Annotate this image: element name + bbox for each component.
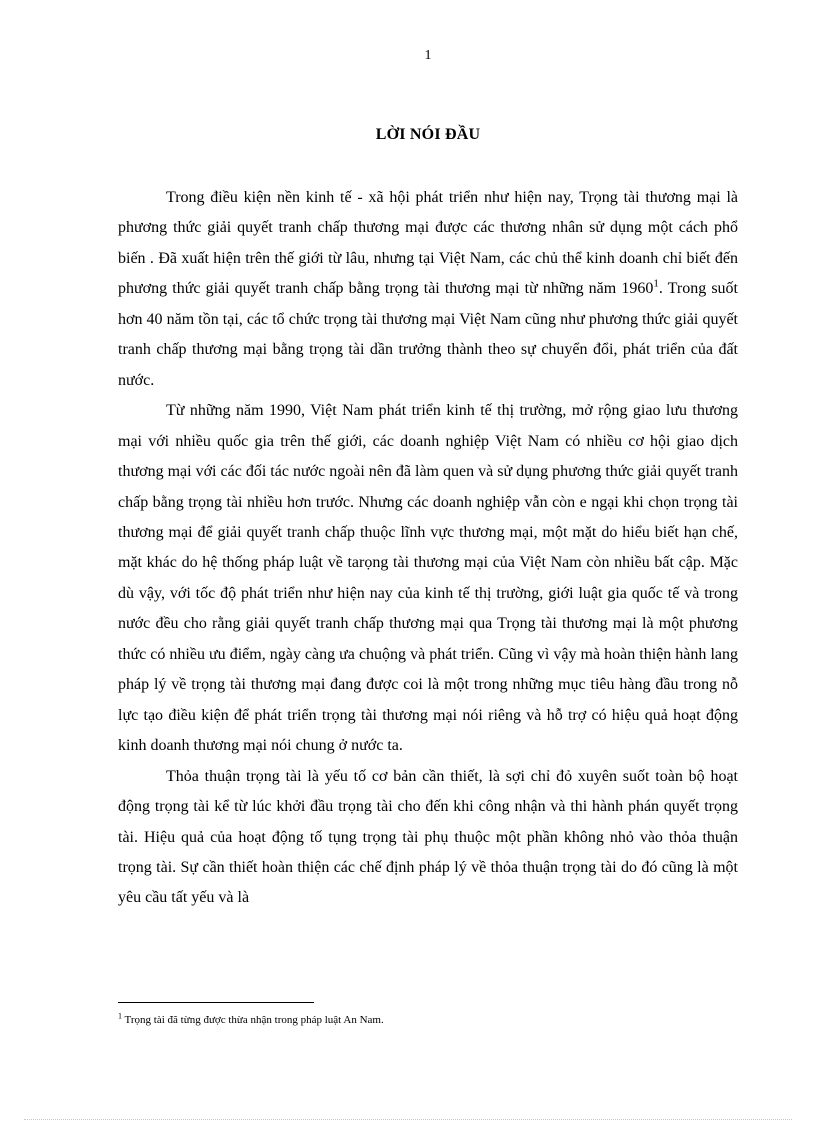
paragraph-2: Từ những năm 1990, Việt Nam phát triển kinh tế thị trường, mở rộng giao lưu thương mại với nhiều quốc gia trên thế giới, các doanh nghiệp Việt Nam có nhiều cơ hội giao dịch thương mại với các đối tác nước ngoài nên đã làm quen và sử dụng phương thức giải quyết tranh chấp bằng trọng tài nhiều hơn trước. Nhưng các doanh nghiệp vẫn còn e ngại khi chọn trọng tài thương mại để giải quyết tranh chấp thuộc lĩnh vực thương mại, một mặt do hiểu biết hạn chế, mặt khác do hệ thống pháp luật về tarọng tài thương mại của Việt Nam còn nhiều bất cập. Mặc dù vậy, với tốc độ phát triển như hiện nay của kinh tế thị trường, giới luật gia quốc tế và trong nước đều cho rằng giải quyết tranh chấp thương mại qua Trọng tài thương mại là một phương thức có nhiều ưu điểm, ngày càng ưa chuộng và phát triển. Cũng vì vậy mà hoàn thiện hành lang pháp lý về trọng tài thương mại đang được coi là một trong những mục tiêu hàng đầu trong nỗ lực tạo điều kiện để phát triển trọng tài thương mại nói riêng và hỗ trợ có hiệu quả hoạt động kinh doanh thương mại nói chung ở nước ta. [118,402,738,755]
footnote-marker: 1 [118,1011,122,1021]
footnote-separator [118,1002,314,1003]
paragraph-3: Thỏa thuận trọng tài là yếu tố cơ bản cần thiết, là sợi chỉ đỏ xuyên suốt toàn bộ hoạt động trọng tài kể từ lúc khởi đầu trọng tài cho đến khi công nhận và thi hành phán quyết trọng tài. Hiệu quả của hoạt động tố tụng trọng tài phụ thuộc một phần không nhỏ vào thỏa thuận trọng tài. Sự cần thiết hoàn thiện các chế định pháp lý về thỏa thuận trọng tài do đó cũng là một yêu cầu tất yếu và là [118,767,738,907]
page-bottom-edge [24,1119,792,1120]
paragraph-1-text-continued: . Trong suốt hơn 40 năm tồn tại, các tổ chức trọng tài thương mại Việt Nam cũng như phương thức giải quyết tranh chấp thương mại bằng trọng tài dần trưởng thành theo sự chuyển đổi, phát triển của đất nước. [118,280,738,389]
footnote [118,1013,738,1027]
footnote-reference: 1 [653,278,659,291]
footnote-text: Trọng tài đã từng được thừa nhận trong pháp luật An Nam. [122,1014,384,1026]
paragraph-1 [118,183,738,396]
document-title: LỜI NÓI ĐẦU [375,126,481,143]
paragraph-1-text: Trong điều kiện nền kinh tế - xã hội phát triển như hiện nay, Trọng tài thương mại là phương thức giải quyết tranh chấp thương mại được các thương nhân sử dụng một cách phổ biến . Đã xuất hiện trên thế giới từ lâu, nhưng tại Việt Nam, các chủ thể kinh doanh chỉ biết đến phương thức giải quyết tranh chấp bằng trọng tài thương mại từ những năm 1960 [118,189,738,298]
page-number: 1 [424,48,432,63]
body-text [118,183,738,914]
